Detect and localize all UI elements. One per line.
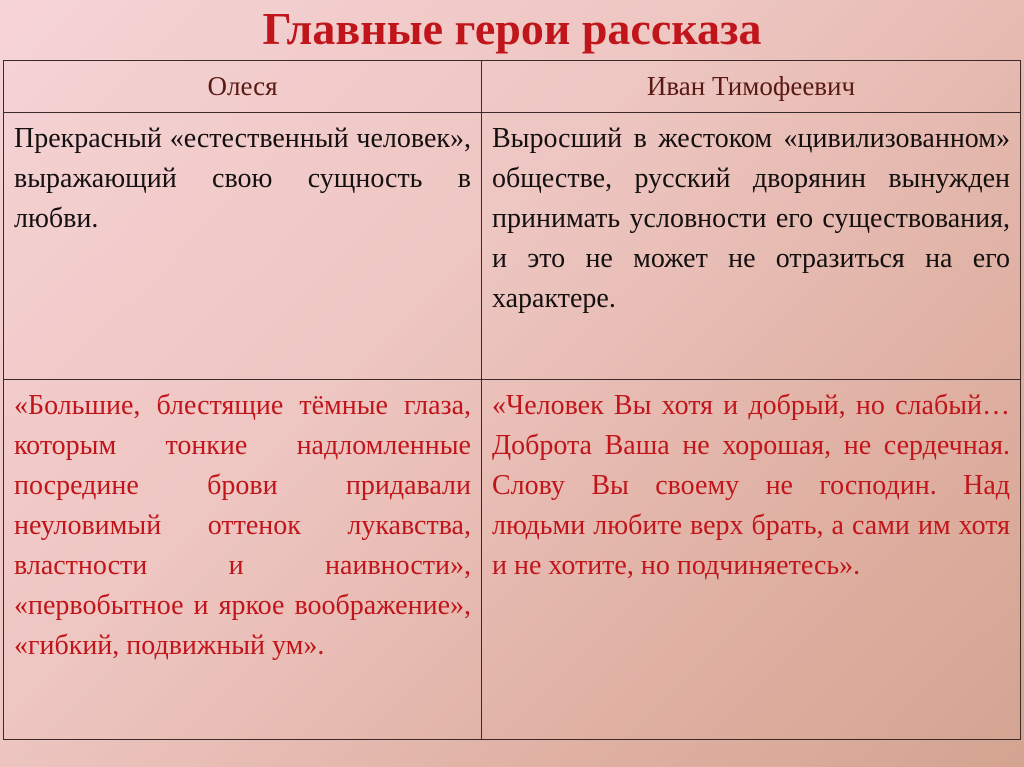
olesya-quote: «Большие, блестящие тёмные глаза, которым тонкие надломленные посредине брови придавали неуловимый оттенок лукавства, властности и наивности», «первобытное и яркое воображение», «гибкий, подвижный ум». [4, 380, 482, 740]
ivan-description: Выросший в жестоком «цивилизованном» обществе, русский дворянин вынужден принимать условности его существования, и это не может не отразиться на его характере. [482, 113, 1021, 380]
ivan-quote: «Человек Вы хотя и добрый, но слабый… Доброта Ваша не хорошая, не сердечная. Слову Вы своему не господин. Над людьми любите верх брать, а сами им хотя и не хотите, но подчиняетесь». [482, 380, 1021, 740]
table-header-row [4, 61, 1021, 113]
header-ivan: Иван Тимофеевич [482, 61, 1021, 113]
heroes-table [3, 60, 1021, 740]
table-row [4, 113, 1021, 380]
header-olesya: Олеся [4, 61, 482, 113]
slide-title: Главные герои рассказа [262, 3, 762, 54]
table-row [4, 380, 1021, 740]
olesya-description: Прекрасный «естественный человек», выражающий свою сущность в любви. [4, 113, 482, 380]
